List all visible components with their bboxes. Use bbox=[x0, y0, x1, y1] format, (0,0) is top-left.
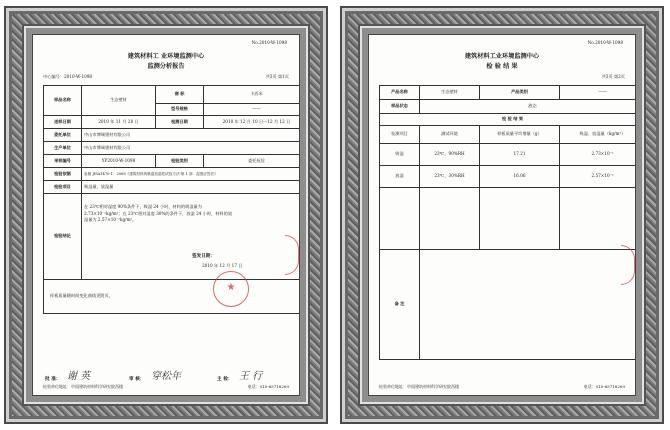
official-seal-stamp: ★ bbox=[213, 271, 249, 307]
approver-signature: 谢 英 bbox=[67, 371, 91, 382]
reviewer-signature: 穿松年 bbox=[151, 371, 181, 382]
left-footer-address: 检验单位地址：中国建筑材料科学研究院西楼 bbox=[43, 384, 123, 390]
test-date-value: 2010 年 12 月 10 日～12 月 12 日 bbox=[204, 116, 301, 129]
table-row-empty bbox=[380, 188, 637, 250]
right-report-table bbox=[379, 85, 636, 360]
approver-label: 批 准： bbox=[45, 377, 61, 382]
sample-no-value: YP2010-W-1098 bbox=[82, 155, 156, 168]
items-label: 检验项目 bbox=[44, 181, 82, 194]
result-item: 吸湿 bbox=[380, 144, 420, 166]
product-name-label: 产品名称 bbox=[380, 86, 420, 100]
left-meta-line bbox=[43, 75, 289, 83]
sample-no-label: 来样编号 bbox=[44, 155, 82, 168]
client-label: 委托单位 bbox=[44, 129, 82, 142]
right-doc-number: No.2010-W-1098 bbox=[587, 40, 623, 45]
remark-value: 样板质量随时间变化曲线见附页。 bbox=[44, 280, 301, 314]
test-type-value: 委托检验 bbox=[204, 155, 301, 168]
left-page-label: 共3页 第1页 bbox=[265, 74, 289, 79]
left-title-line2: 监测分析报告 bbox=[147, 63, 185, 70]
result-env: 23℃，30%RH bbox=[420, 166, 480, 188]
right-footer-address: 检验单位地址：中国建筑材料科学研究院西楼 bbox=[379, 384, 459, 390]
trademark-label: 商 标 bbox=[156, 86, 204, 104]
conclusion-value: 在 23℃相对湿度 90%条件下，吸湿 24 小时，材料的吸湿量为 2.73×10⁻²kg/m²；在 23℃相对湿度 30%的条件下，放湿 24 小时，材料的放湿量为 2.57×10⁻²kg/m²。 bbox=[84, 204, 233, 223]
table-row bbox=[380, 166, 637, 188]
left-report-table bbox=[43, 85, 300, 314]
issue-date-label: 签发日期： bbox=[192, 254, 215, 259]
left-report-page bbox=[32, 34, 300, 396]
right-title-line2: 检 验 结 果 bbox=[486, 63, 518, 70]
right-meta-line bbox=[379, 75, 625, 83]
product-name-value: 生态壁材 bbox=[420, 86, 480, 100]
table-row bbox=[380, 144, 637, 166]
result-item: 放湿 bbox=[380, 166, 420, 188]
tester-signature: 王 行 bbox=[239, 371, 263, 382]
reviewer-label: 审 核： bbox=[129, 377, 145, 382]
sample-name-value: 生态壁材 bbox=[82, 86, 156, 116]
product-type-value: —— bbox=[560, 86, 637, 100]
send-date-label: 送样日期 bbox=[44, 116, 82, 129]
left-certificate-frame bbox=[4, 6, 328, 424]
col-header-gain: 样板质量平均增量（g） bbox=[480, 126, 560, 144]
right-report-page bbox=[368, 34, 636, 396]
col-header-env: 测试环境 bbox=[420, 126, 480, 144]
result-env: 23℃，90%RH bbox=[420, 144, 480, 166]
basis-value: 参照 JISA1470-1：2008《建筑材料的吸湿放湿性试验方法-第 1 部：湿度应答法》 bbox=[82, 168, 301, 181]
client-value: 中山市博瑞建材有限公司 bbox=[82, 129, 301, 142]
results-header: 检 验 结 果 bbox=[380, 114, 637, 126]
model-value: —— bbox=[204, 104, 301, 116]
center-no-value: 2010-W-1098 bbox=[63, 74, 93, 79]
result-gain: 16.06 bbox=[480, 166, 560, 188]
right-footer-phone: 电话：010-65718269 bbox=[583, 384, 625, 390]
sample-state-label: 样品状态 bbox=[380, 100, 420, 114]
conclusion-label: 检验结论 bbox=[44, 194, 82, 280]
product-type-label: 产品类别 bbox=[480, 86, 560, 100]
basis-label: 检验依据 bbox=[44, 168, 82, 181]
send-date-value: 2010 年 11 月 20 日 bbox=[82, 116, 156, 129]
model-label: 型号规格 bbox=[156, 104, 204, 116]
right-page-label: 共3页 第2页 bbox=[601, 74, 625, 79]
left-doc-number: No.2010-W-1098 bbox=[251, 40, 287, 45]
result-amount: 2.57×10⁻² bbox=[560, 166, 637, 188]
items-value: 吸湿量，放湿量 bbox=[82, 181, 301, 194]
producer-value: 中山市博瑞建材有限公司 bbox=[82, 142, 301, 155]
sample-name-label: 样品名称 bbox=[44, 86, 82, 116]
right-title-line1: 建筑材料工业环境监测中心 bbox=[464, 53, 540, 60]
remark-cell bbox=[420, 250, 637, 360]
col-header-item: 检测项目 bbox=[380, 126, 420, 144]
right-frame-inner bbox=[360, 26, 644, 404]
result-amount: 2.73×10⁻² bbox=[560, 144, 637, 166]
issue-date-value: 2010 年 12 月 17 日 bbox=[202, 263, 243, 268]
trademark-value: 卡西米 bbox=[204, 86, 301, 104]
result-gain: 17.21 bbox=[480, 144, 560, 166]
producer-label: 生产单位 bbox=[44, 142, 82, 155]
right-certificate-frame bbox=[340, 6, 664, 424]
left-title-line1: 建筑材料工 业环境监测中心 bbox=[127, 53, 205, 60]
sample-state-value: 液态 bbox=[420, 100, 637, 114]
test-date-label: 检测日期 bbox=[156, 116, 204, 129]
col-header-amount: 吸湿、放湿量（kg/m²） bbox=[560, 126, 637, 144]
remark-label: 备 注 bbox=[380, 250, 420, 360]
left-frame-inner bbox=[24, 26, 308, 404]
conclusion-cell bbox=[82, 194, 301, 280]
test-type-label: 检验类别 bbox=[156, 155, 204, 168]
center-no-label: 中心编号： bbox=[43, 74, 64, 79]
tester-label: 主 检： bbox=[217, 377, 233, 382]
left-footer-phone: 电话：010-65718269 bbox=[247, 384, 289, 390]
